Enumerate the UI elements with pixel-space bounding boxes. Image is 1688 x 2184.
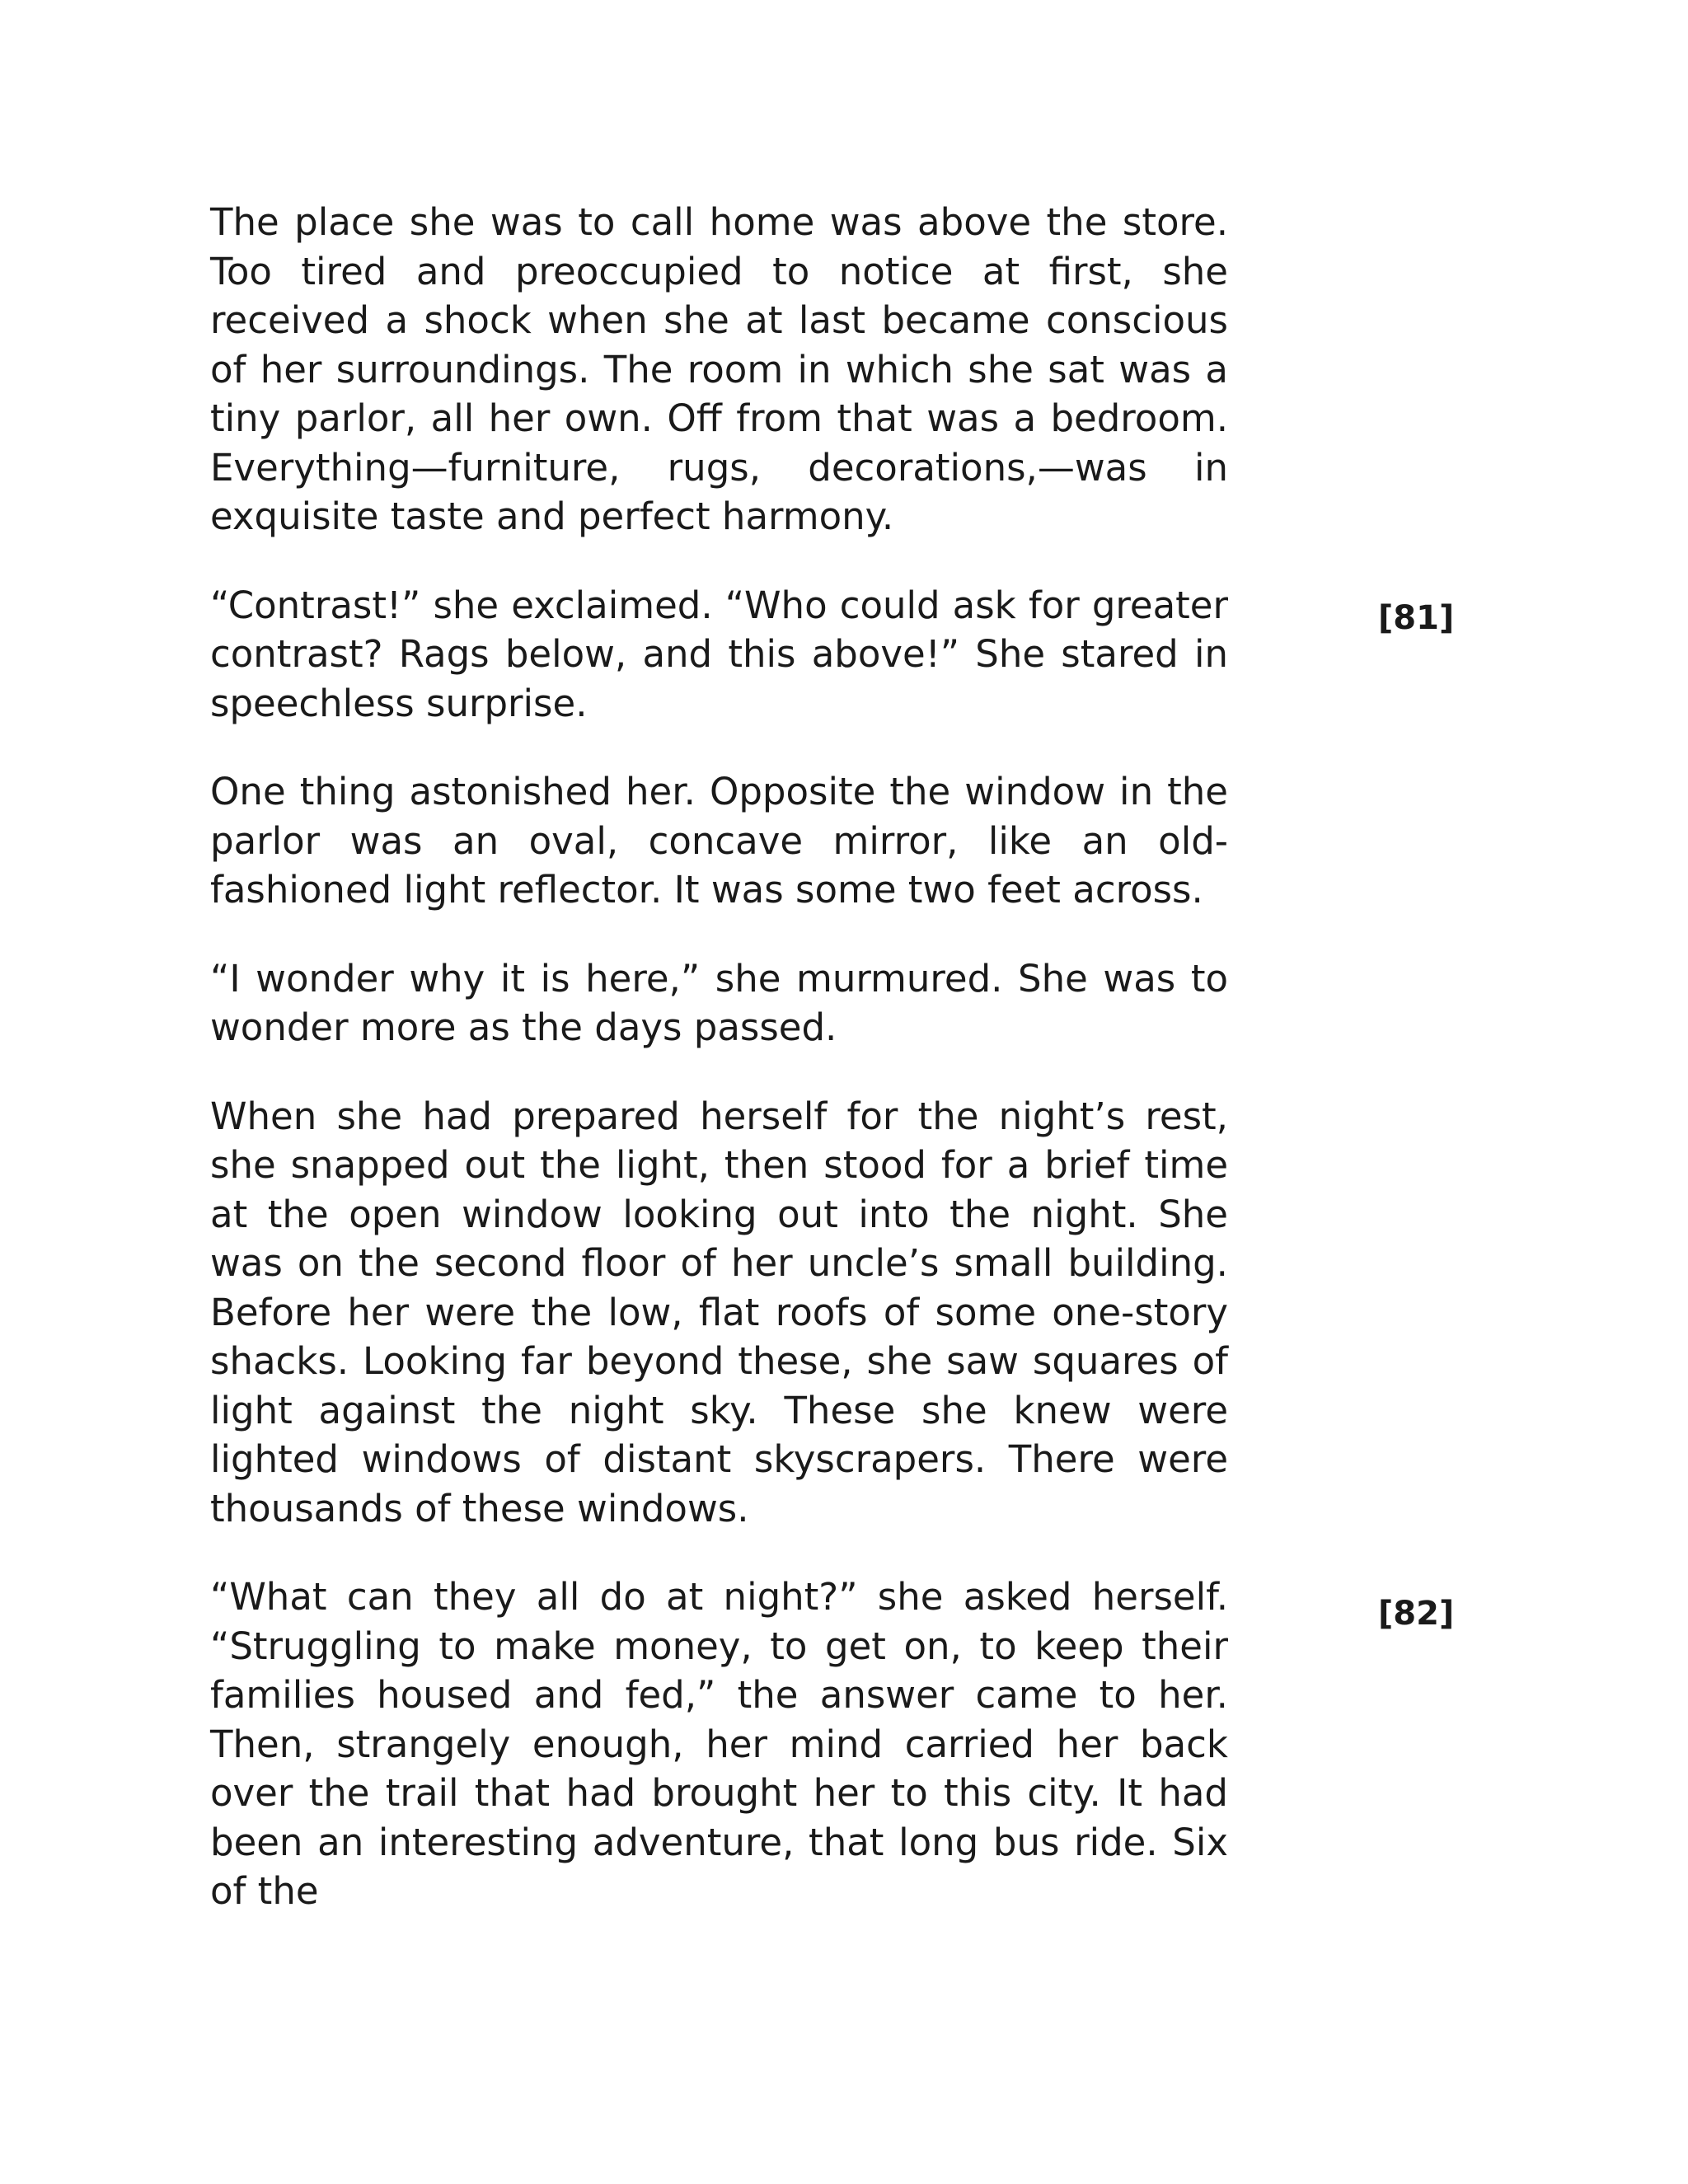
page-marker-82: [82] bbox=[1378, 1595, 1455, 1633]
paragraph-4: “I wonder why it is here,” she murmured. She was to wonder more as the days passed. bbox=[210, 956, 1228, 1049]
paragraph-1: The place she was to call home was above the store. Too tired and preoccupied to notice at first, she received a shock when she at last became conscious of her surroundings. The room in which she sat was a tiny parlor, all her own. Off from that was a bedroom. Everything—furniture, rugs, decorations,—was in exquisite taste and perfect harmony. bbox=[210, 200, 1228, 538]
paragraph-6: “What can they all do at night?” she asked herself. “Struggling to make money, to get on, to keep their families housed and fed,” the answer came to her. Then, strangely enough, her mind carried her back over the trail that had brought her to this city. It had been an interesting adventure, that long bus ride. Six of the bbox=[210, 1575, 1228, 1913]
body-text bbox=[210, 198, 1228, 1956]
page-marker-81: [81] bbox=[1378, 599, 1455, 637]
paragraph-2: “Contrast!” she exclaimed. “Who could ask for greater contrast? Rags below, and this above!” She stared in speechless surprise. bbox=[210, 583, 1228, 725]
paragraph-5: When she had prepared herself for the night’s rest, she snapped out the light, then stood for a brief time at the open window looking out into the night. She was on the second floor of her uncle’s small building. Before her were the low, flat roofs of some one-story shacks. Looking far beyond these, she saw squares of light against the night sky. These she knew were lighted windows of distant skyscrapers. There were thousands of these windows. bbox=[210, 1094, 1228, 1530]
paragraph-3: One thing astonished her. Opposite the window in the parlor was an oval, concave mirror, like an old-fashioned light reflector. It was some two feet across. bbox=[210, 770, 1228, 912]
